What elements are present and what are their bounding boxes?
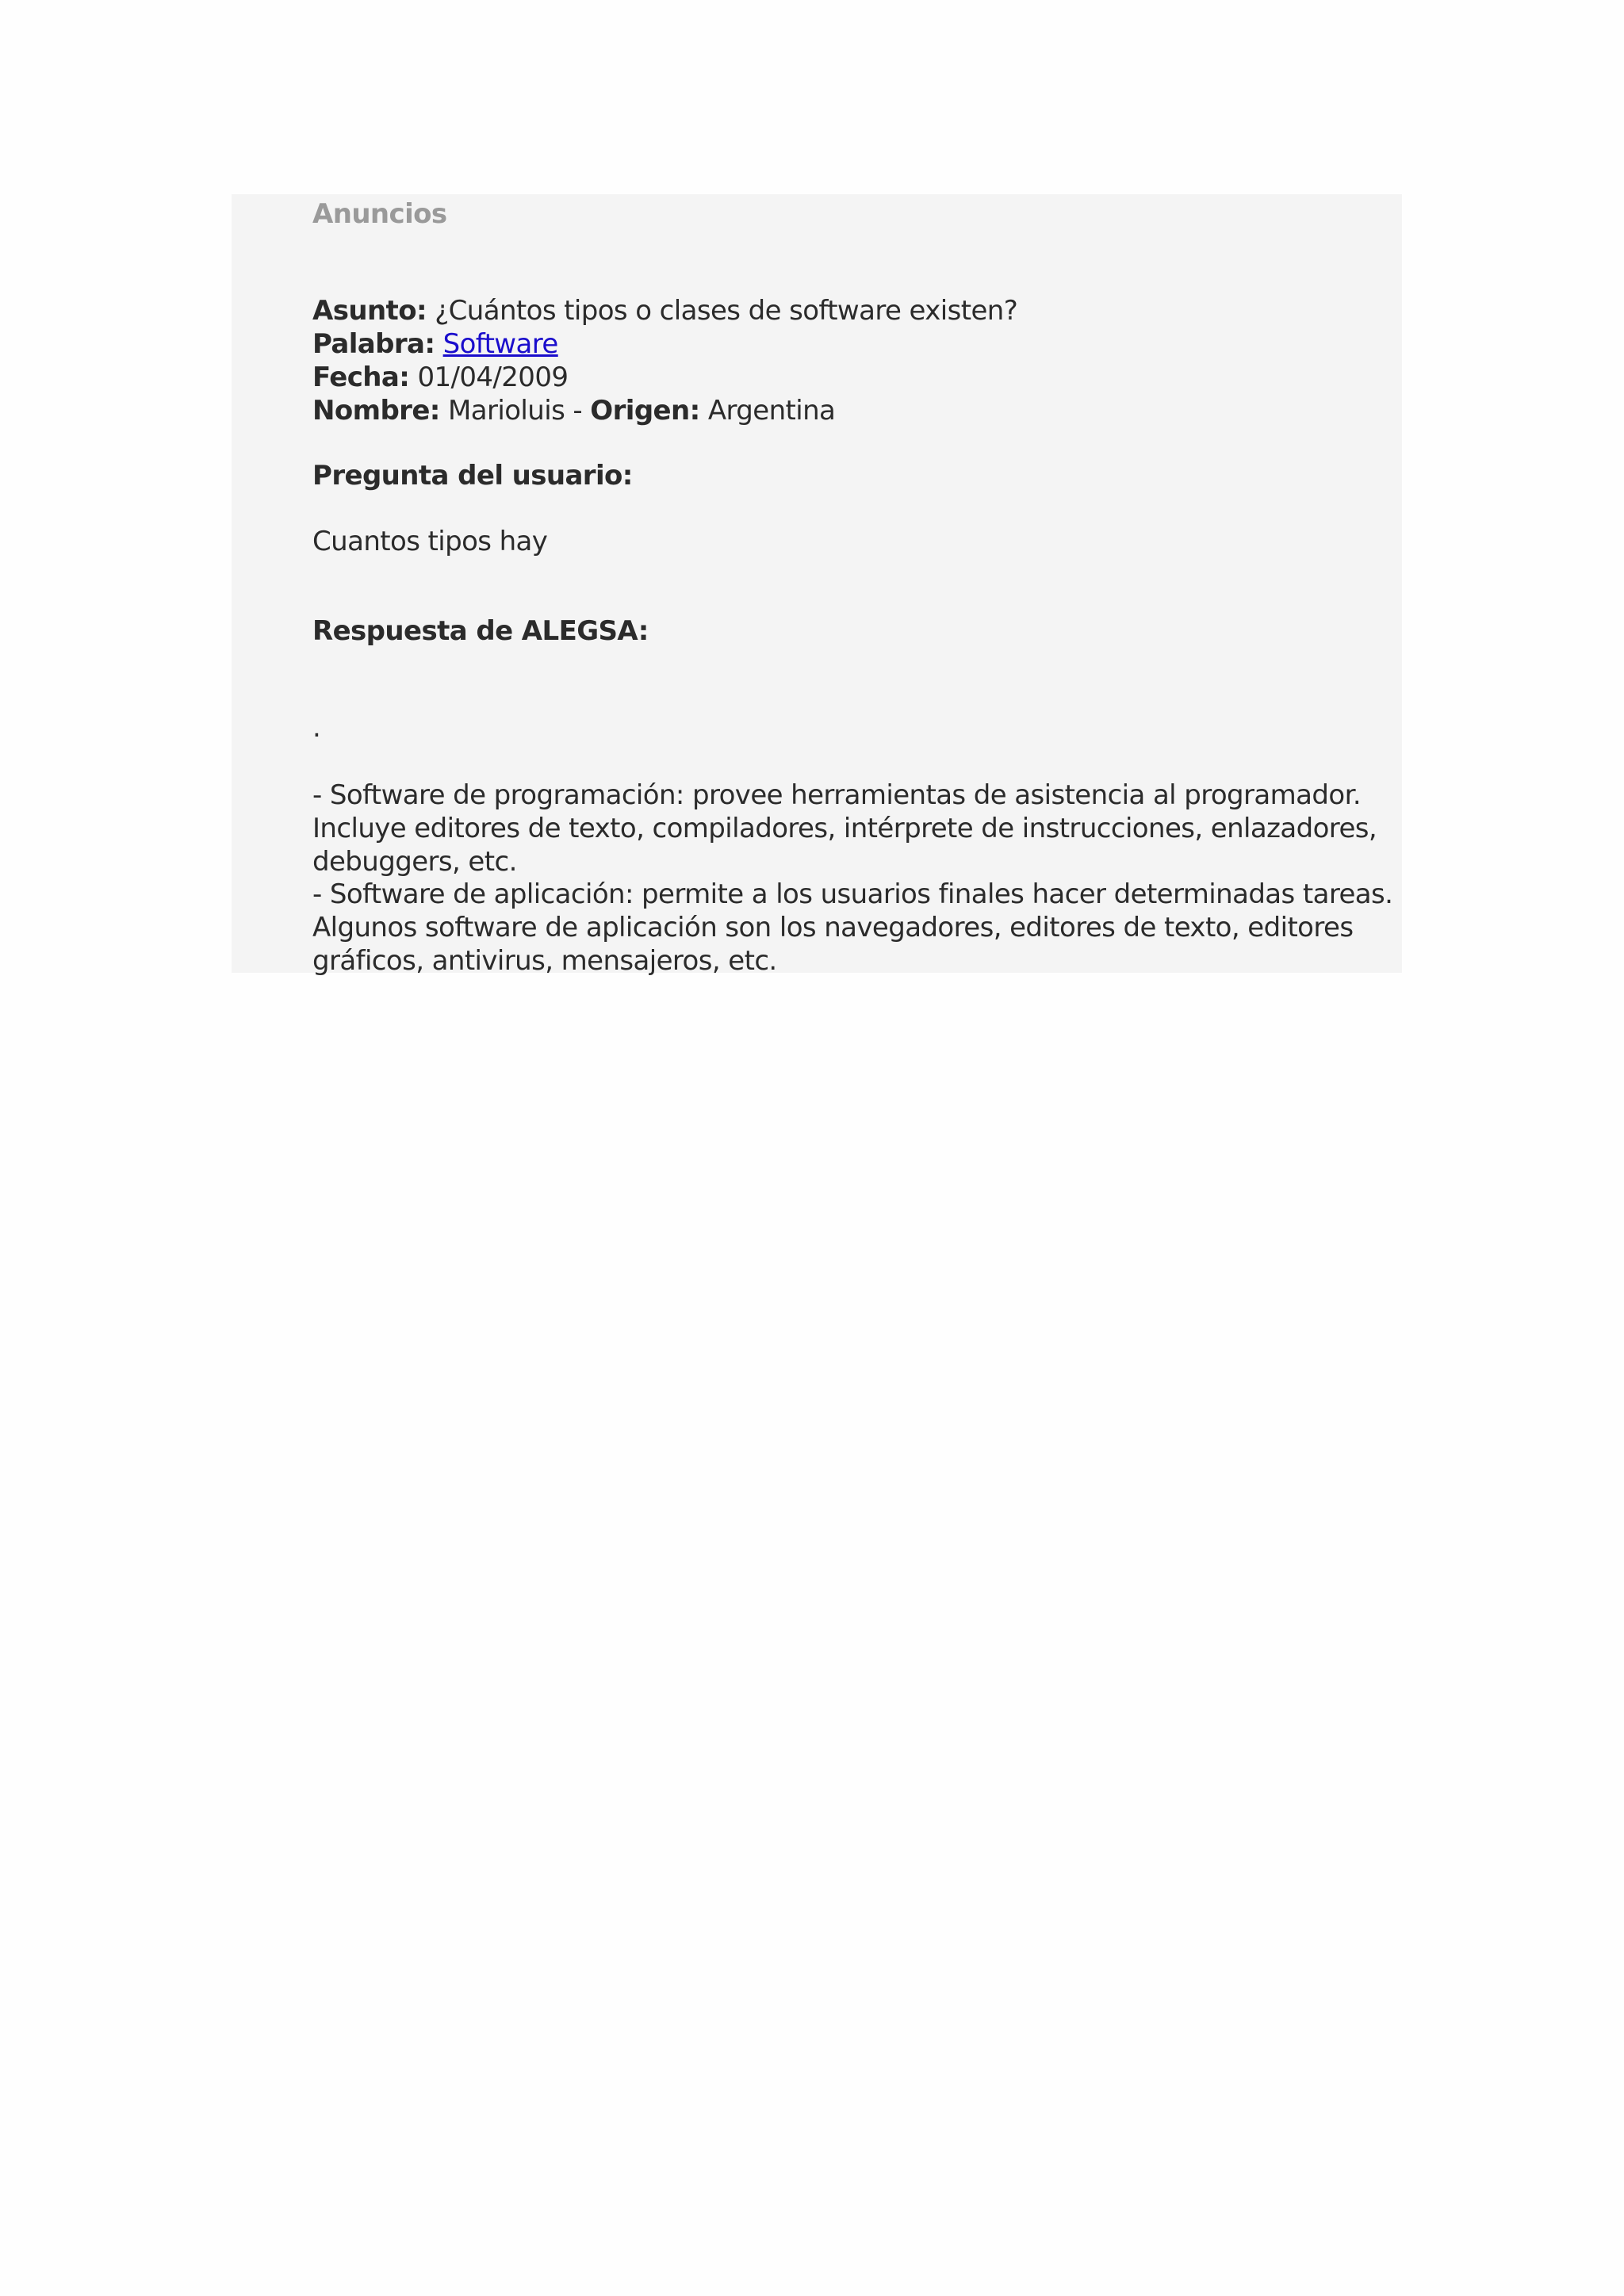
origen-label: Origen:	[590, 395, 700, 427]
nombre-row	[312, 394, 1017, 427]
answer-item: - Software de programación: provee herramientas de asistencia al programador. Incluye editores de texto, compiladores, intérprete de instrucciones, enlazadores, debuggers, etc.	[312, 779, 1377, 878]
answer-heading: Respuesta de ALEGSA:	[312, 615, 649, 647]
meta-block	[312, 294, 1017, 427]
answer-dot: .	[312, 712, 321, 744]
question-heading: Pregunta del usuario:	[312, 460, 633, 492]
nombre-label: Nombre:	[312, 395, 440, 427]
fecha-label: Fecha:	[312, 362, 410, 393]
asunto-row	[312, 294, 1017, 327]
meta-separator: -	[573, 395, 583, 427]
asunto-label: Asunto:	[312, 295, 427, 327]
palabra-row	[312, 327, 1017, 361]
origen-value: Argentina	[707, 395, 836, 427]
ads-label: Anuncios	[312, 198, 447, 230]
palabra-label: Palabra:	[312, 328, 435, 360]
question-text: Cuantos tipos hay	[312, 526, 548, 557]
fecha-value: 01/04/2009	[417, 362, 569, 393]
palabra-link[interactable]: Software	[442, 328, 558, 360]
answer-item: - Software de aplicación: permite a los usuarios finales hacer determinadas tareas. Algunos software de aplicación son los navegadores, editores de texto, editores gráficos, antivirus, mensajeros, etc.	[312, 878, 1393, 977]
asunto-value: ¿Cuántos tipos o clases de software existen?	[435, 295, 1018, 327]
nombre-value: Marioluis	[448, 395, 565, 427]
fecha-row	[312, 361, 1017, 394]
content-panel	[232, 194, 1402, 977]
